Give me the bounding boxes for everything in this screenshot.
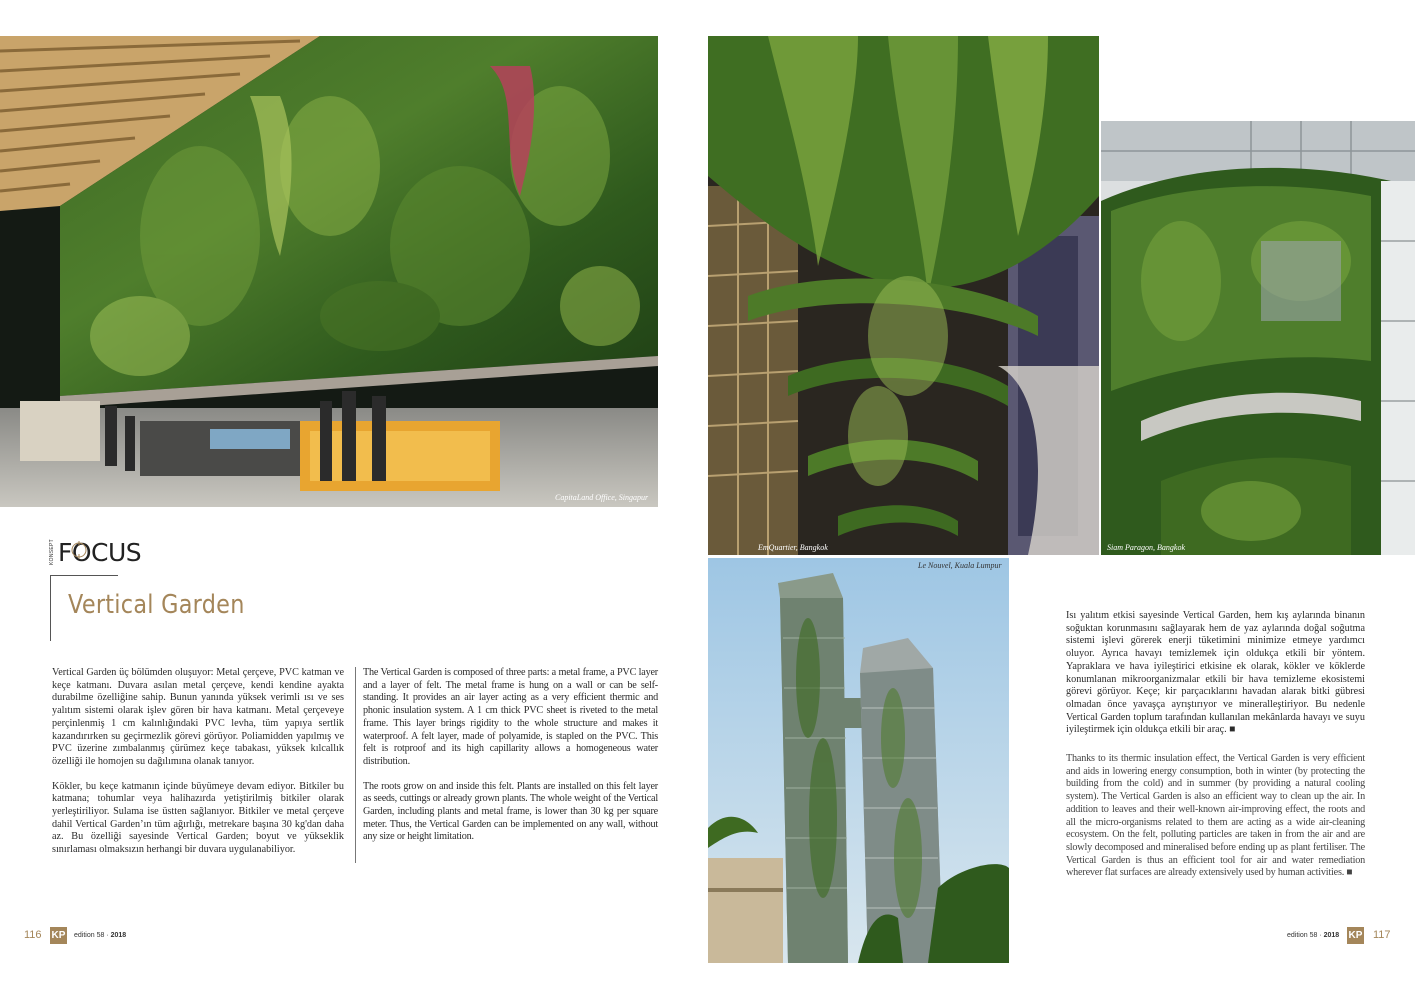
page-number-right: 117: [1373, 929, 1391, 941]
edition-label-right: edition 58 · 2018: [1287, 932, 1340, 939]
emquartier-photo: [708, 36, 1099, 555]
english-column-left: [363, 667, 658, 856]
le-nouvel-photo: [708, 558, 1009, 963]
photo-caption-siam: Siam Paragon, Bangkok: [1107, 543, 1185, 552]
title-bracket-vertical: [50, 575, 51, 641]
kp-badge-left: KP: [50, 927, 67, 944]
kp-badge-right: KP: [1347, 927, 1364, 944]
crosshair-icon: [70, 541, 88, 559]
paragraph-tr-1: Vertical Garden üç bölümden oluşuyor: Metal çerçeve, PVC katman ve keçe katmanı. Duvara asılan metal çerçeve, kendi kendine ayakta durabilme özelliğine sahip. Bunun yanında yüksek verimli ısı ve ses yalıtım sistemi olarak işlev gören bir hava katmanı. Metal çerçeveye perçinlenmiş 1 cm kalınlığındaki PVC levha, tüm yapıya sertlik kazandırırken su geçirmezlik görevi görüyor. Poliamidden yapılmış ve PVC üzerine zımbalanmış çürümez keçe tabakası, yüksek kılcallık özelliği ile homojen su dağılımına olanak tanıyor.: [52, 667, 344, 767]
photo-caption-capitaland: CapitaLand Office, Singapur: [555, 493, 649, 502]
paragraph-en-2: The roots grow on and inside this felt. Plants are installed on this felt layer as seeds, cuttings or already grown plants. The whole weight of the Vertical Garden, including plants and metal frame, is lower than 30 kg per square meter. Thus, the Vertical Garden can be implemented on any wall, without any size or height limitation.: [363, 780, 658, 843]
brand-konsept-label: KONSEPT: [49, 539, 55, 565]
turkish-column-left: [52, 667, 344, 869]
siam-paragon-photo: [1101, 121, 1415, 555]
section-focus-label: FOCUS: [58, 538, 142, 567]
page-number-left: 116: [24, 929, 42, 941]
column-divider: [355, 667, 356, 863]
photo-caption-emquartier: EmQuartier, Bangkok: [758, 543, 828, 552]
turkish-column-right: [1066, 610, 1365, 753]
title-bracket-horizontal: [50, 575, 118, 576]
article-title: Vertical Garden: [68, 590, 245, 620]
paragraph-tr-3: Isı yalıtım etkisi sayesinde Vertical Garden, hem kış aylarında binanın soğuktan korunmasını sağlayarak hem de yaz aylarında doğal soğutma sistemi işlevi görerek enerji tüketimini minimize etmeye yardımcı oluyor. Ayrıca havayı temizlemek için oldukça etkili bir yöntem. Yapraklara ve hava iyileştirici etkisine ek olarak, kökler ve köklerde konumlanan mikroorganizmalar etkili bir hava temizleme ekosistemi görevi görüyor. Keçe; kir parçacıklarını havadan alarak bitki gübresi olmadan önce yavaşça ayrıştırıyor ve mineralleştiriyor. Bu nedenle Vertical Garden toplum tarafından kullanılan mekânlarda havayı ve suyu iyileştirmek için oldukça etkili bir araç. ■: [1066, 610, 1365, 736]
english-column-right: [1066, 753, 1365, 892]
paragraph-en-1: The Vertical Garden is composed of three parts: a metal frame, a PVC layer and a layer of felt. The metal frame is hung on a wall or can be self-standing. It provides an air layer acting as a very efficient thermic and phonic insulation system. A 1 cm thick PVC sheet is riveted to the metal frame. This layer brings rigidity to the whole structure and makes it waterproof. A felt layer, made of polyamide, is stapled on the PVC. This felt is rotproof and its high capillarity allows a homogeneous water distribution.: [363, 667, 658, 767]
capitaland-office-photo: [0, 36, 658, 507]
photo-caption-lenouvel: Le Nouvel, Kuala Lumpur: [918, 561, 1002, 570]
paragraph-en-3: Thanks to its thermic insulation effect, the Vertical Garden is very efficient and aids in lowering energy consumption, both in winter (by protecting the building from the cold) and in summer (by providing a natural cooling system). The Vertical Garden is also an efficient way to clean up the air. In addition to leaves and their well-known air-improving effect, the roots and all the micro-organisms related to them are acting as a wide air-cleaning ecosystem. On the felt, polluting particles are taken in from the air and are slowly decomposed and mineralised before ending up as plant fertiliser. The Vertical Garden is thus an efficient tool for air and water remediation wherever flat surfaces are already extensively used by human activities. ■: [1066, 753, 1365, 879]
edition-label-left: edition 58 · 2018: [74, 932, 127, 939]
paragraph-tr-2: Kökler, bu keçe katmanın içinde büyümeye devam ediyor. Bitkiler bu katmana; tohumlar veya halihazırda yetiştirilmiş bitkiler olarak yerleştiriliyor. Sulama ise üstten sağlanıyor. Bitkiler ve metal çerçeve dahil Vertical Garden’ın tüm ağırlığı, metrekare başına 30 kg'dan daha az. Bu özelliği sayesinde Vertical Garden; boyut ve yükseklik sınırlaması olmaksızın herhangi bir duvara uygulanabiliyor.: [52, 780, 344, 856]
